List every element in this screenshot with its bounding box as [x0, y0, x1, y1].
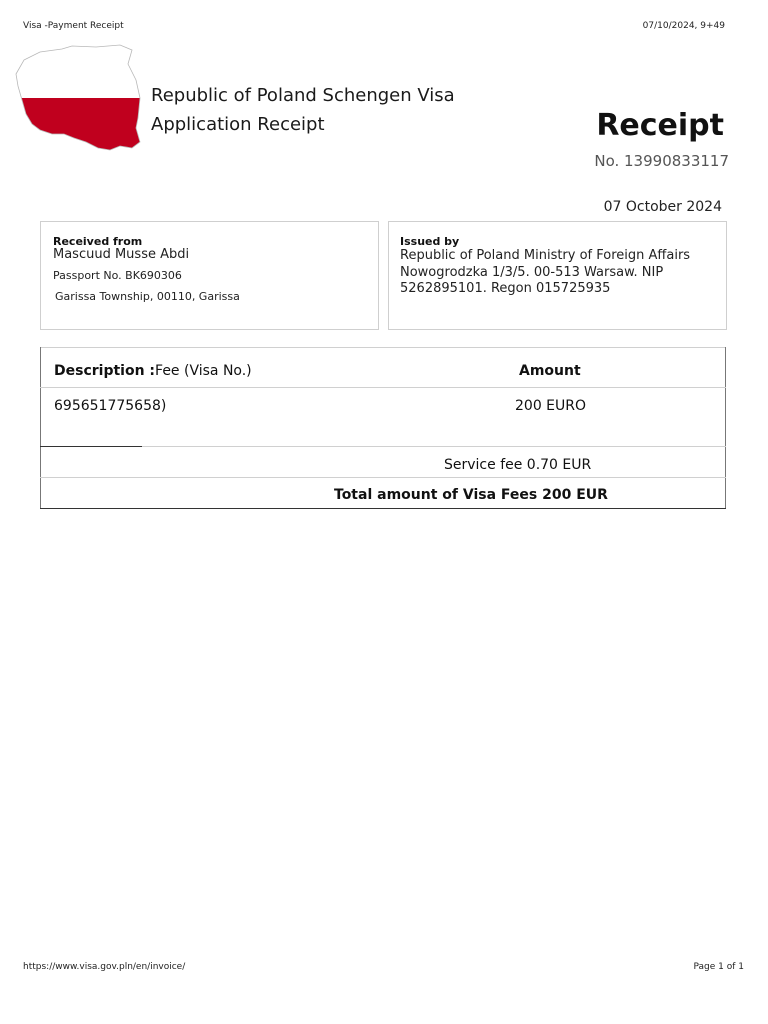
description-column-header [54, 363, 252, 379]
document-title-line2: Application Receipt [151, 114, 325, 135]
description-sublabel: Fee (Visa No.) [155, 363, 252, 379]
fee-row-amount: 200 EURO [515, 398, 587, 414]
document-title-line1: Republic of Poland Schengen Visa [151, 85, 455, 106]
table-left-border [40, 347, 41, 509]
issuer-address: Nowogrodzka 1/3/5. 00-513 Warsaw. NIP [400, 265, 664, 280]
print-header-title: Visa -Payment Receipt [23, 21, 124, 31]
receipt-date: 07 October 2024 [603, 199, 722, 215]
print-footer-page: Page 1 of 1 [693, 962, 744, 972]
receipt-heading: Receipt [596, 108, 724, 143]
service-fee: Service fee 0.70 EUR [444, 457, 592, 473]
issuer-name: Republic of Poland Ministry of Foreign Affairs [400, 248, 691, 263]
payer-address: Garissa Township, 00110, Garissa [55, 290, 240, 303]
table-right-border [725, 347, 726, 509]
amount-column-header: Amount [519, 363, 581, 379]
row-divider [142, 446, 726, 447]
print-footer-url[interactable]: https://www.visa.gov.pln/en/invoice/ [23, 962, 186, 972]
issued-by-box [388, 221, 727, 330]
received-from-box [40, 221, 379, 330]
payer-name: Mascuud Musse Abdi [53, 247, 190, 262]
passport-number: Passport No. BK690306 [53, 269, 182, 282]
issued-by-label: Issued by [400, 235, 460, 248]
print-header-datetime: 07/10/2024, 9+49 [642, 21, 725, 31]
description-label: Description : [54, 363, 156, 379]
receipt-number: No. 13990833117 [594, 152, 729, 170]
poland-map-logo [10, 44, 142, 152]
issuer-registration: 5262895101. Regon 015725935 [400, 281, 611, 296]
received-from-label: Received from [53, 235, 143, 248]
table-top-border [40, 347, 726, 348]
header-divider [40, 387, 726, 388]
row-divider-short [40, 446, 142, 447]
service-divider [40, 477, 726, 478]
table-bottom-border [40, 508, 726, 509]
fee-row-description: 695651775658) [54, 398, 167, 414]
total-amount: Total amount of Visa Fees 200 EUR [334, 487, 608, 503]
fee-table [40, 347, 726, 509]
